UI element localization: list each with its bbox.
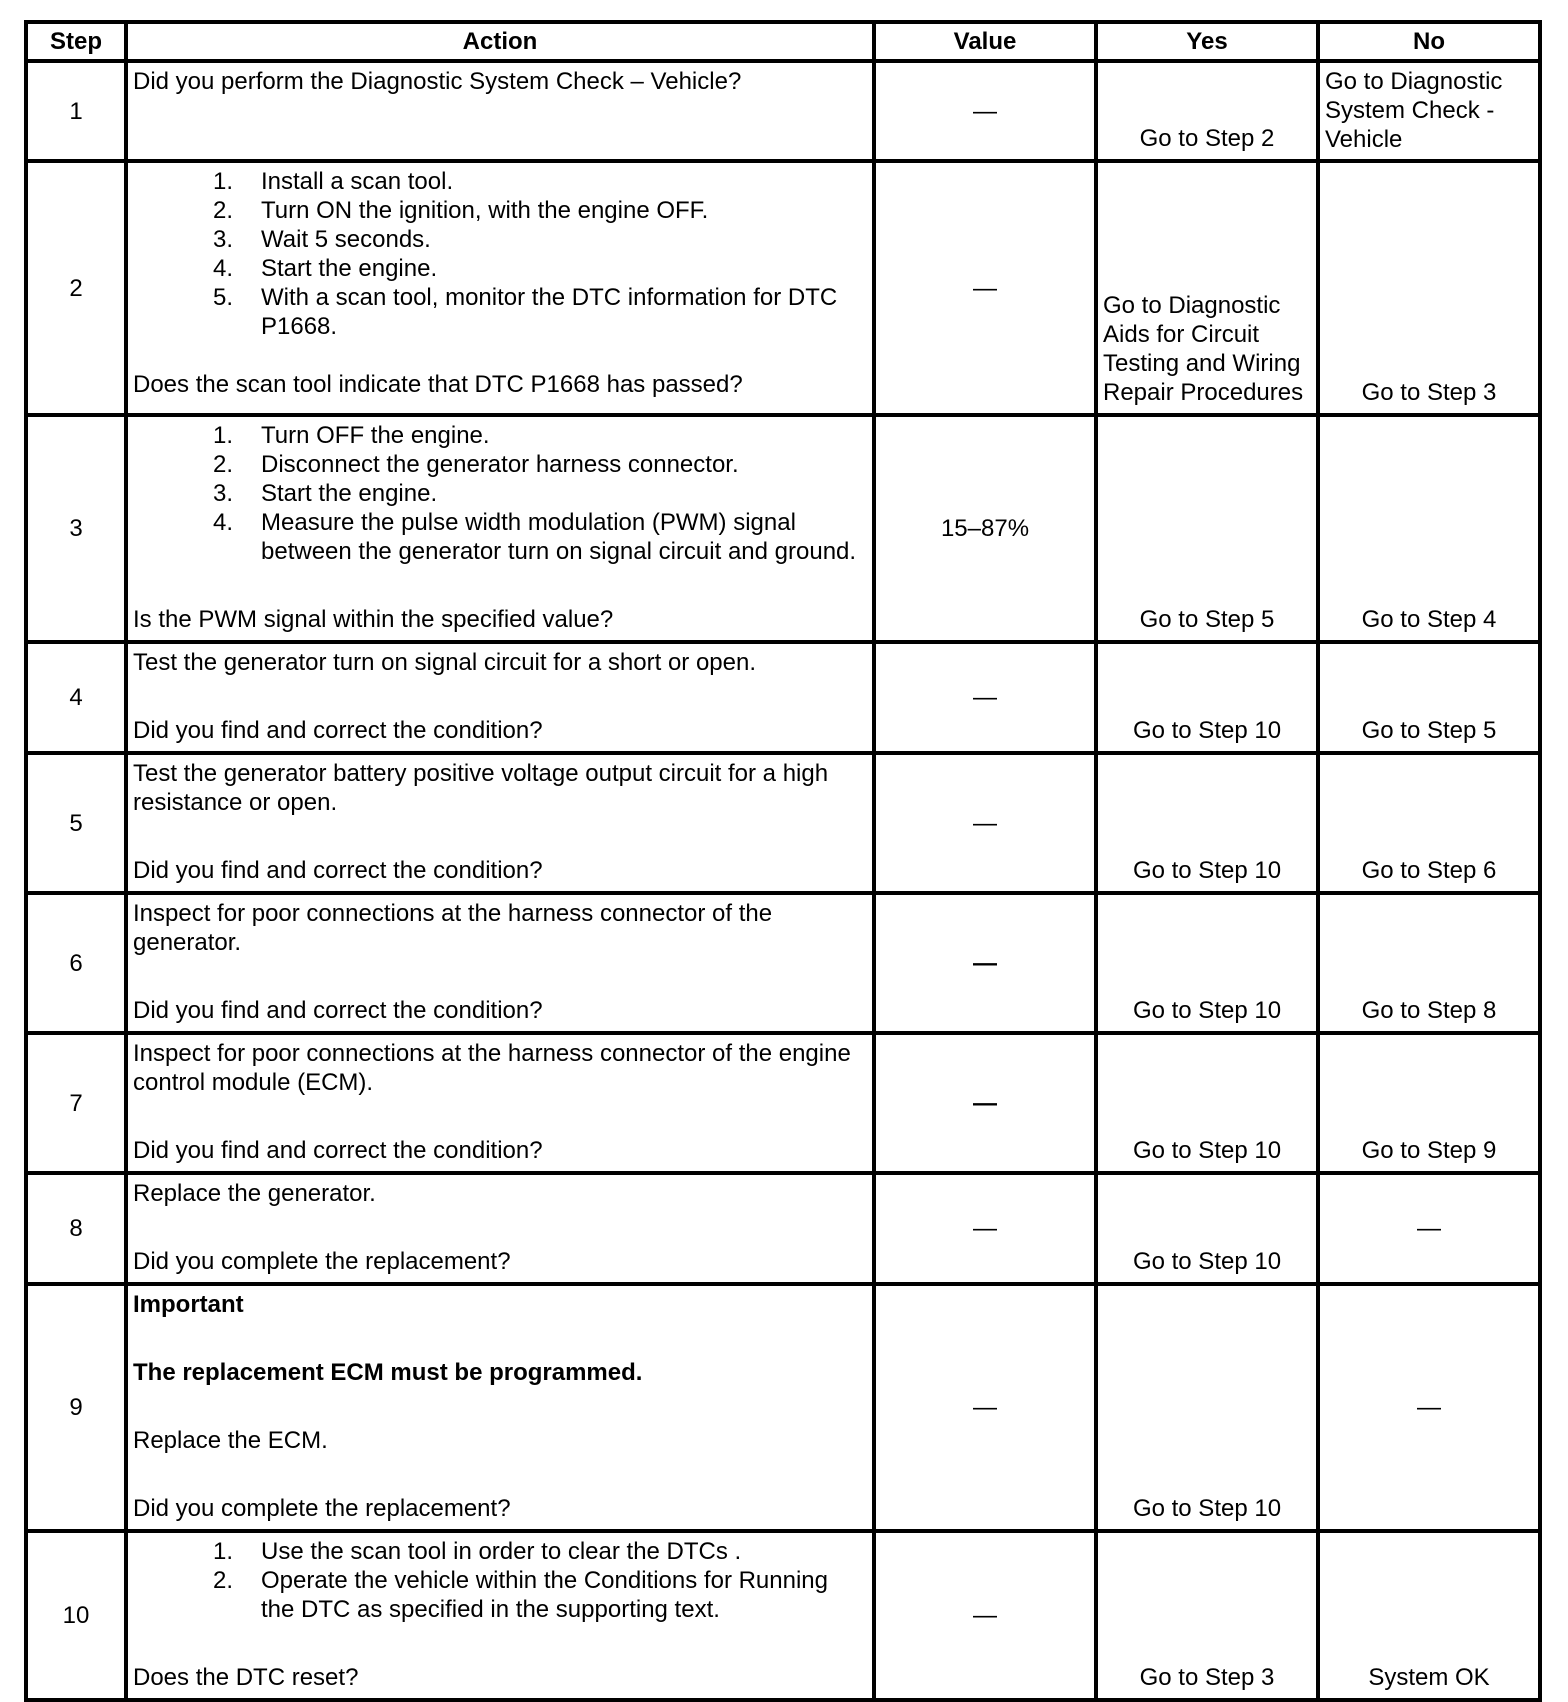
- action-question: Does the DTC reset?: [133, 1664, 359, 1691]
- no-cell: Go to Diagnostic System Check - Vehicle: [1318, 61, 1540, 161]
- action-text: Test the generator turn on signal circuit for a short or open.: [133, 649, 757, 676]
- step-number: 9: [26, 1284, 126, 1531]
- action-cell: [126, 61, 874, 161]
- diagnostic-table: [24, 20, 1542, 1702]
- action-cell: [126, 1284, 874, 1531]
- table-row: [26, 1173, 1540, 1284]
- step-number: 2: [26, 161, 126, 415]
- no-cell: System OK: [1318, 1531, 1540, 1700]
- header-action: Action: [126, 22, 874, 61]
- table-row: [26, 161, 1540, 415]
- no-cell: —: [1318, 1284, 1540, 1531]
- header-no: No: [1318, 22, 1540, 61]
- value-cell: —: [874, 642, 1096, 753]
- action-question: Did you find and correct the condition?: [133, 857, 543, 884]
- yes-cell: Go to Step 10: [1096, 1033, 1318, 1173]
- action-step: 3. Start the engine.: [212, 480, 438, 507]
- action-step: 2. Disconnect the generator harness connector.: [212, 451, 739, 478]
- step-number: 10: [26, 1531, 126, 1700]
- yes-cell: Go to Diagnostic Aids for Circuit Testing and Wiring Repair Procedures: [1096, 161, 1318, 415]
- action-step: 1. Turn OFF the engine.: [212, 422, 490, 449]
- action-cell: [126, 1531, 874, 1700]
- value-cell: —: [874, 61, 1096, 161]
- action-question: Did you find and correct the condition?: [133, 717, 543, 744]
- important-text: The replacement ECM must be programmed.: [133, 1359, 643, 1386]
- value-cell: —: [874, 893, 1096, 1033]
- action-cell: [126, 893, 874, 1033]
- action-text: Test the generator battery positive voltage output circuit for a high resistance or open.: [133, 760, 829, 816]
- no-cell: —: [1318, 1173, 1540, 1284]
- yes-cell: Go to Step 10: [1096, 753, 1318, 893]
- action-text: Inspect for poor connections at the harness connector of the generator.: [133, 900, 773, 956]
- step-number: 6: [26, 893, 126, 1033]
- value-cell: —: [874, 1173, 1096, 1284]
- action-cell: [126, 415, 874, 642]
- step-number: 8: [26, 1173, 126, 1284]
- action-step: 4. Measure the pulse width modulation (PWM) signal between the generator turn on signal circuit and ground.: [212, 509, 857, 565]
- no-cell: Go to Step 3: [1318, 161, 1540, 415]
- header-row: [26, 22, 1540, 61]
- no-cell: Go to Step 5: [1318, 642, 1540, 753]
- action-cell: [126, 161, 874, 415]
- value-cell: —: [874, 753, 1096, 893]
- yes-cell: Go to Step 10: [1096, 642, 1318, 753]
- action-question: Did you find and correct the condition?: [133, 997, 543, 1024]
- action-cell: [126, 1173, 874, 1284]
- action-text: Replace the ECM.: [133, 1427, 328, 1454]
- value-cell: —: [874, 161, 1096, 415]
- no-cell: Go to Step 9: [1318, 1033, 1540, 1173]
- no-cell: Go to Step 4: [1318, 415, 1540, 642]
- action-steps: [133, 421, 868, 566]
- action-step: 4. Start the engine.: [212, 255, 438, 282]
- action-step: 2. Turn ON the ignition, with the engine OFF.: [212, 197, 709, 224]
- table-row: [26, 1531, 1540, 1700]
- header-step: Step: [26, 22, 126, 61]
- table-row: [26, 893, 1540, 1033]
- yes-cell: Go to Step 10: [1096, 893, 1318, 1033]
- value-cell: —: [874, 1033, 1096, 1173]
- yes-cell: Go to Step 3: [1096, 1531, 1318, 1700]
- table-row: [26, 415, 1540, 642]
- no-cell: Go to Step 8: [1318, 893, 1540, 1033]
- action-step: 5. With a scan tool, monitor the DTC information for DTC P1668.: [212, 284, 838, 340]
- action-text: Did you perform the Diagnostic System Check – Vehicle?: [133, 68, 742, 95]
- step-number: 4: [26, 642, 126, 753]
- action-text: Replace the generator.: [133, 1180, 376, 1207]
- action-cell: [126, 753, 874, 893]
- action-steps: [133, 1537, 868, 1624]
- value-cell: 15–87%: [874, 415, 1096, 642]
- action-cell: [126, 1033, 874, 1173]
- table-row: [26, 1033, 1540, 1173]
- table-row: [26, 1284, 1540, 1531]
- action-cell: [126, 642, 874, 753]
- important-label: Important: [133, 1291, 244, 1318]
- action-question: Did you complete the replacement?: [133, 1495, 511, 1522]
- action-step: 1. Install a scan tool.: [212, 168, 454, 195]
- step-number: 3: [26, 415, 126, 642]
- no-cell: Go to Step 6: [1318, 753, 1540, 893]
- table-row: [26, 61, 1540, 161]
- action-step: 1. Use the scan tool in order to clear the DTCs .: [212, 1538, 742, 1565]
- action-question: Did you complete the replacement?: [133, 1248, 511, 1275]
- step-number: 5: [26, 753, 126, 893]
- action-question: Is the PWM signal within the specified value?: [133, 606, 614, 633]
- action-question: Does the scan tool indicate that DTC P1668 has passed?: [133, 371, 743, 398]
- value-cell: —: [874, 1284, 1096, 1531]
- action-text: Inspect for poor connections at the harness connector of the engine control module (ECM).: [133, 1040, 851, 1096]
- table-row: [26, 642, 1540, 753]
- yes-cell: Go to Step 10: [1096, 1284, 1318, 1531]
- action-steps: [133, 167, 868, 341]
- table-row: [26, 753, 1540, 893]
- header-yes: Yes: [1096, 22, 1318, 61]
- action-question: Did you find and correct the condition?: [133, 1137, 543, 1164]
- step-number: 7: [26, 1033, 126, 1173]
- action-step: 3. Wait 5 seconds.: [212, 226, 431, 253]
- header-value: Value: [874, 22, 1096, 61]
- yes-cell: Go to Step 10: [1096, 1173, 1318, 1284]
- yes-cell: Go to Step 5: [1096, 415, 1318, 642]
- action-step: 2. Operate the vehicle within the Conditions for Running the DTC as specified in the supporting text.: [212, 1567, 828, 1623]
- step-number: 1: [26, 61, 126, 161]
- value-cell: —: [874, 1531, 1096, 1700]
- yes-cell: Go to Step 2: [1096, 61, 1318, 161]
